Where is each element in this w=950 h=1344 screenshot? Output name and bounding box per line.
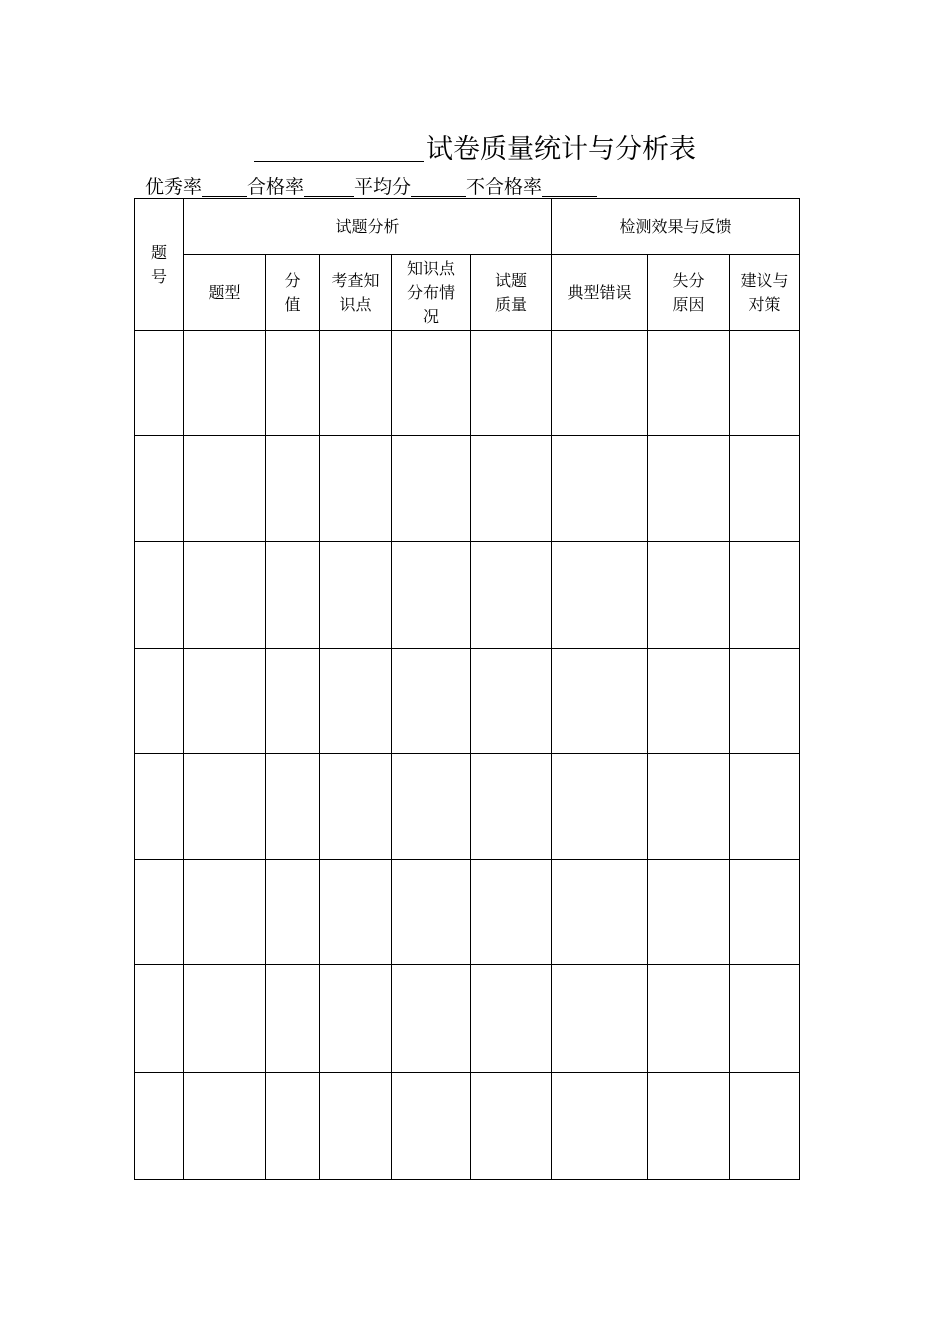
table-cell[interactable] bbox=[184, 965, 266, 1073]
table-cell[interactable] bbox=[648, 436, 730, 542]
table-row bbox=[135, 965, 800, 1073]
table-cell[interactable] bbox=[648, 754, 730, 860]
table-cell[interactable] bbox=[135, 860, 184, 965]
stat-blank-pass[interactable] bbox=[304, 195, 354, 197]
table-cell[interactable] bbox=[648, 965, 730, 1073]
header-row-columns bbox=[135, 255, 800, 331]
table-cell[interactable] bbox=[471, 542, 552, 649]
col-header-errors bbox=[552, 255, 648, 331]
table-cell[interactable] bbox=[552, 331, 648, 436]
table-cell[interactable] bbox=[184, 754, 266, 860]
table-cell[interactable] bbox=[320, 860, 392, 965]
table-cell[interactable] bbox=[320, 1073, 392, 1180]
col-label-score: 分 值 bbox=[284, 270, 301, 314]
table-cell[interactable] bbox=[184, 860, 266, 965]
table-cell[interactable] bbox=[648, 860, 730, 965]
table-cell[interactable] bbox=[392, 436, 471, 542]
table-cell[interactable] bbox=[266, 649, 320, 754]
table-cell[interactable] bbox=[266, 436, 320, 542]
table-cell[interactable] bbox=[392, 965, 471, 1073]
col-header-advice bbox=[730, 255, 800, 331]
page-title: 试卷质量统计与分析表 bbox=[426, 134, 696, 165]
col-label-distribution: 知识点 分布情 况 bbox=[406, 258, 455, 326]
group-analysis-header bbox=[184, 199, 552, 255]
table-cell[interactable] bbox=[471, 965, 552, 1073]
table-row bbox=[135, 542, 800, 649]
table-cell[interactable] bbox=[552, 754, 648, 860]
table-cell[interactable] bbox=[552, 542, 648, 649]
col-label-knowledge: 考查知 识点 bbox=[331, 270, 380, 314]
group-feedback-header bbox=[552, 199, 800, 255]
table-cell[interactable] bbox=[648, 1073, 730, 1180]
stats-row bbox=[145, 173, 597, 201]
col-header-knowledge bbox=[320, 255, 392, 331]
table-cell[interactable] bbox=[392, 649, 471, 754]
table-cell[interactable] bbox=[320, 754, 392, 860]
table-cell[interactable] bbox=[135, 542, 184, 649]
table-cell[interactable] bbox=[135, 754, 184, 860]
table-cell[interactable] bbox=[266, 860, 320, 965]
table-cell[interactable] bbox=[730, 649, 800, 754]
table-cell[interactable] bbox=[266, 542, 320, 649]
table-cell[interactable] bbox=[552, 649, 648, 754]
table-row bbox=[135, 754, 800, 860]
table-cell[interactable] bbox=[135, 436, 184, 542]
table-cell[interactable] bbox=[730, 436, 800, 542]
col-header-distribution bbox=[392, 255, 471, 331]
table-row bbox=[135, 649, 800, 754]
table-cell[interactable] bbox=[730, 860, 800, 965]
table-row bbox=[135, 860, 800, 965]
table-cell[interactable] bbox=[471, 331, 552, 436]
table-cell[interactable] bbox=[266, 965, 320, 1073]
col-label-quality: 试题 质量 bbox=[495, 270, 528, 314]
table-cell[interactable] bbox=[135, 1073, 184, 1180]
table-cell[interactable] bbox=[730, 331, 800, 436]
col-label-advice: 建议与 对策 bbox=[740, 270, 789, 314]
table-cell[interactable] bbox=[320, 965, 392, 1073]
table-cell[interactable] bbox=[392, 860, 471, 965]
table-cell[interactable] bbox=[392, 754, 471, 860]
table-cell[interactable] bbox=[392, 1073, 471, 1180]
table-cell[interactable] bbox=[730, 542, 800, 649]
col-label-type: 题型 bbox=[208, 282, 241, 302]
table-cell[interactable] bbox=[320, 331, 392, 436]
header-row-groups bbox=[135, 199, 800, 255]
table-cell[interactable] bbox=[648, 649, 730, 754]
table-cell[interactable] bbox=[648, 331, 730, 436]
stat-label-fail: 不合格率 bbox=[466, 176, 543, 198]
title-row bbox=[0, 128, 950, 168]
stat-blank-average[interactable] bbox=[411, 195, 466, 197]
table-cell[interactable] bbox=[392, 331, 471, 436]
table-cell[interactable] bbox=[135, 965, 184, 1073]
col-header-quality bbox=[471, 255, 552, 331]
table-cell[interactable] bbox=[320, 542, 392, 649]
table-cell[interactable] bbox=[135, 331, 184, 436]
table-cell[interactable] bbox=[552, 965, 648, 1073]
col-label-errors: 典型错误 bbox=[567, 282, 632, 302]
table-cell[interactable] bbox=[471, 860, 552, 965]
table-cell[interactable] bbox=[320, 436, 392, 542]
table-cell[interactable] bbox=[266, 1073, 320, 1180]
table-cell[interactable] bbox=[730, 754, 800, 860]
table-cell[interactable] bbox=[266, 754, 320, 860]
table-row bbox=[135, 436, 800, 542]
stat-blank-excellent[interactable] bbox=[202, 195, 247, 197]
table-cell[interactable] bbox=[184, 542, 266, 649]
table-cell[interactable] bbox=[320, 649, 392, 754]
table-cell[interactable] bbox=[184, 649, 266, 754]
table-cell[interactable] bbox=[730, 1073, 800, 1180]
title-blank-line bbox=[254, 160, 424, 162]
stat-blank-fail[interactable] bbox=[542, 195, 597, 197]
table-cell[interactable] bbox=[184, 436, 266, 542]
stat-label-excellent: 优秀率 bbox=[145, 176, 203, 198]
table-cell[interactable] bbox=[471, 1073, 552, 1180]
analysis-table bbox=[134, 198, 800, 1180]
table-cell[interactable] bbox=[730, 965, 800, 1073]
table-row bbox=[135, 1073, 800, 1180]
table-cell[interactable] bbox=[471, 436, 552, 542]
col-header-type bbox=[184, 255, 266, 331]
table-cell[interactable] bbox=[648, 542, 730, 649]
col-label-loss-reason: 失分 原因 bbox=[672, 270, 705, 314]
table-cell[interactable] bbox=[135, 649, 184, 754]
question-number-header bbox=[135, 199, 184, 331]
col-header-loss-reason bbox=[648, 255, 730, 331]
group-feedback-label: 检测效果与反馈 bbox=[619, 216, 732, 236]
stat-label-pass: 合格率 bbox=[247, 176, 305, 198]
table-cell[interactable] bbox=[266, 331, 320, 436]
group-analysis-label: 试题分析 bbox=[335, 216, 400, 236]
table-cell[interactable] bbox=[184, 331, 266, 436]
col-header-score bbox=[266, 255, 320, 331]
table-row bbox=[135, 331, 800, 436]
table-cell[interactable] bbox=[552, 860, 648, 965]
table-cell[interactable] bbox=[471, 754, 552, 860]
table-cell[interactable] bbox=[552, 436, 648, 542]
question-number-label: 题 号 bbox=[150, 242, 167, 286]
table-cell[interactable] bbox=[392, 542, 471, 649]
table-cell[interactable] bbox=[471, 649, 552, 754]
table-cell[interactable] bbox=[184, 1073, 266, 1180]
stat-label-average: 平均分 bbox=[354, 176, 412, 198]
table-cell[interactable] bbox=[552, 1073, 648, 1180]
